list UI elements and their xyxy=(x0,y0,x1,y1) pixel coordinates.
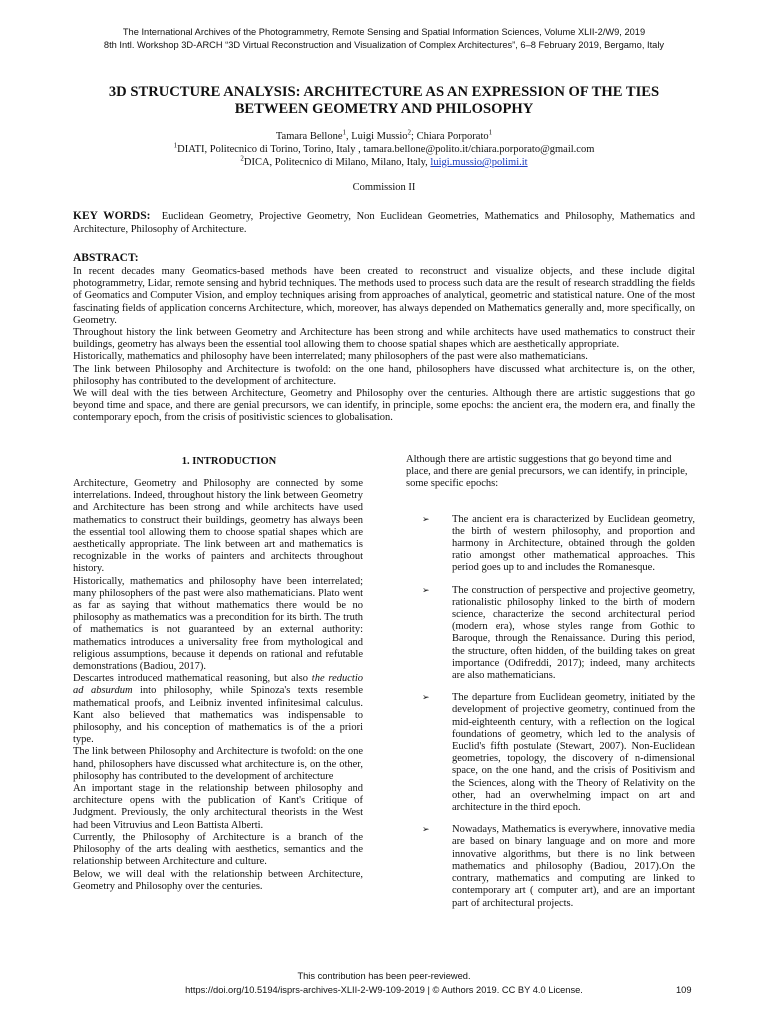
affiliation-1-mark: 1 xyxy=(173,141,178,150)
left-column xyxy=(73,478,363,893)
peer-review-note: This contribution has been peer-reviewed. xyxy=(297,971,471,981)
intro-text: Descartes introduced mathematical reasoning, but also xyxy=(73,673,312,685)
list-item xyxy=(406,824,695,909)
abstract-paragraph: We will deal with the ties between Architecture, Geometry and Philosophy over the centuries. Although there are artistic suggestions that go beyond time and space, and there are genial precursors, we can identify, in principle, some epochs: the ancient era, the modern era, and finally the contemporary epoch, from the crisis of positivistic sciences to globalisation. xyxy=(73,388,695,424)
arrow-bullet-icon: ➢ xyxy=(422,825,430,836)
author-3: ; Chiara Porporato xyxy=(411,131,489,142)
affiliation-1 xyxy=(40,143,728,156)
abstract-paragraph: The link between Philosophy and Architecture is twofold: on the one hand, philosophers have discussed what architecture is, on the other, philosophy has contributed to the development of architecture. xyxy=(73,363,695,387)
affiliation-2-text: DICA, Politecnico di Milano, Milano, Italy, xyxy=(243,157,431,168)
abstract-paragraph: Historically, mathematics and philosophy have been interrelated; many philosophers of the past were also mathematicians. xyxy=(73,351,588,363)
abstract-paragraph: In recent decades many Geomatics-based methods have been created to reconstruct and visualize objects, and these include digital photogrammetry, Lidar, remote sensing and hybrid techniques. The methods used to process such data are the result of research straddling the fields of Geomatics and Computer Vision, and employ techniques arising from approaches of analytical, geometric and statistical nature. One of the most fascinating fields of application concerns Architecture, which, moreover, has always depended on Mathematics generally and, more specifically, on Geometry. xyxy=(73,266,695,326)
abstract-body xyxy=(73,266,695,425)
intro-paragraph: Architecture, Geometry and Philosophy are connected by some interrelations. Indeed, throughout history the link between Geometry and Architecture has been strong and while architects have used mathematics to construct their buildings, geometry has always been the essential tool allowing them to choose spatial shapes which are aesthetically appropriate. The link between art and mathematics is recognizable in the works of painters and architects throughout history. xyxy=(73,478,363,575)
list-item-text: The ancient era is characterized by Euclidean geometry, the birth of western philosophy, and proportion and harmony in Architecture, obtained through the golden ratio amongst other mathematical approaches. This period goes up to and includes the Romanesque. xyxy=(452,513,695,574)
paper-title xyxy=(50,84,718,118)
header-line-1: The International Archives of the Photogrammetry, Remote Sensing and Spatial Information Sciences, Volume XLII-2/W9, 2019 xyxy=(122,27,646,37)
list-item xyxy=(406,692,695,814)
title-line-2: BETWEEN GEOMETRY AND PHILOSOPHY xyxy=(234,101,534,117)
right-column xyxy=(406,454,695,920)
affiliation-1-text: DIATI, Politecnico di Torino, Torino, Italy , tamara.bellone@polito.it/chiara.porporato@gmail.com xyxy=(177,144,595,155)
arrow-bullet-icon: ➢ xyxy=(422,693,430,704)
list-item-text: Nowadays, Mathematics is everywhere, innovative media are based on binary language and on more and more innovative algorithms, but there is no link between mathematics and philosophy (Badiou, 2017).On the contrary, mathematics and computing are linked to contemporary art ( computer art), and are an important part of architectural projects. xyxy=(452,824,695,909)
commission-label: Commission II xyxy=(352,182,416,193)
keywords-label: KEY WORDS: xyxy=(73,210,151,222)
list-item-text: The departure from Euclidean geometry, initiated by the development of projective geometry, continued from the mid-eighteenth century, with a reflection on the logical foundations of geometry, which led to the analysis of Euclid's fifth postulate (Stewart, 2007). Non-Euclidean geometries, topology, the discovery of n-dimensional space, on the one hand, and the crisis of Positivism and the Sciences, along with the Theory of Relativity on the other, had an overwhelming impact on art and architecture in the third epoch. xyxy=(452,692,695,814)
intro-paragraph xyxy=(73,673,363,746)
intro-text: into philosophy, while Spinoza's texts resemble mathematical proofs, and Leibniz invented infinitesimal calculus. Kant also believed that mathematics was indispensable to philosophy, and his conception of mathematics is of the a priori type. xyxy=(73,685,363,746)
arrow-bullet-icon: ➢ xyxy=(422,514,430,525)
abstract-heading: ABSTRACT: xyxy=(73,252,139,264)
intro-paragraph: Historically, mathematics and philosophy have been interrelated; many philosophers of the past were also mathematicians. Plato went as far as saying that without mathematics there would be no philosophy as mathematics was a precondition for its birth. The truth of mathematics is not guaranteed by an external authority: mathematics introduces a universality free from mythological and religious assumptions, because it depends on rational and refutable demonstrations (Badiou, 2017). xyxy=(73,575,363,673)
doi-license-line[interactable]: https://doi.org/10.5194/isprs-archives-XLII-2-W9-109-2019 | © Authors 2019. CC BY 4.0 License. xyxy=(185,985,583,995)
intro-italic-text: the reductio ad absurdum xyxy=(73,673,363,697)
author-1: Tamara Bellone xyxy=(275,131,343,142)
intro-paragraph: An important stage in the relationship between philosophy and architecture opens with the publication of Kant's Critique of Judgment. Previously, the only architectural theorists in the West had been Vitruvius and Leon Battista Alberti. xyxy=(73,783,363,831)
intro-paragraph: Currently, the Philosophy of Architecture is a branch of the Philosophy of the arts dealing with aesthetics, semantics and the relationship between Architecture and culture. xyxy=(73,831,363,868)
page-number: 109 xyxy=(676,985,692,995)
abstract-paragraph: Throughout history the link between Geometry and Architecture has been strong and while architects have used mathematics to construct their buildings, geometry has always been the essential tool allowing them to choose spatial shapes which are aesthetically appropriate. xyxy=(73,327,695,351)
author-list xyxy=(40,130,728,143)
running-header xyxy=(40,26,728,52)
list-item xyxy=(406,585,695,683)
affiliation-2 xyxy=(40,156,728,169)
header-line-2: 8th Intl. Workshop 3D-ARCH “3D Virtual Reconstruction and Visualization of Complex Architectures”, 6–8 February 2019, Bergamo, Italy xyxy=(103,40,665,50)
section-heading-introduction: 1. INTRODUCTION xyxy=(181,456,277,467)
title-line-1: 3D STRUCTURE ANALYSIS: ARCHITECTURE AS AN EXPRESSION OF THE TIES xyxy=(108,84,660,100)
email-link[interactable]: luigi.mussio@polimi.it xyxy=(430,157,528,168)
keywords-text: Euclidean Geometry, Projective Geometry, Non Euclidean Geometries, Mathematics and Philosophy, Mathematics and Architecture, Philosophy of Architecture. xyxy=(73,211,695,235)
arrow-bullet-icon: ➢ xyxy=(422,585,430,596)
author-3-affiliation-mark: 1 xyxy=(488,128,493,137)
list-item-text: The construction of perspective and projective geometry, rationalistic philosophy linked to the birth of modern science, characterize the second architectural period (modern era), whose styles range from Gothic to Baroque, through the Renaissance. During this period, the structure, often hidden, of the building takes on great importance (Odifreddi, 2017); indeed, many architects are also mathematicians. xyxy=(452,584,695,682)
epochs-intro: Although there are artistic suggestions that go beyond time and place, and there are genial precursors, we can identify, in principle, some specific epochs: xyxy=(406,454,688,490)
keywords-block xyxy=(73,210,695,236)
list-item xyxy=(406,514,695,575)
author-1-affiliation-mark: 1 xyxy=(342,128,346,137)
intro-paragraph: The link between Philosophy and Architecture is twofold: on the one hand, philosophers have discussed what architecture is, on the other, philosophy has contributed to the development of architecture xyxy=(73,746,363,782)
intro-paragraph: Below, we will deal with the relationship between Architecture, Geometry and Philosophy over the centuries. xyxy=(73,868,363,892)
affiliation-2-mark: 2 xyxy=(240,154,244,163)
author-2-affiliation-mark: 2 xyxy=(407,128,412,137)
epochs-list xyxy=(406,514,695,910)
author-2: , Luigi Mussio xyxy=(345,131,408,142)
